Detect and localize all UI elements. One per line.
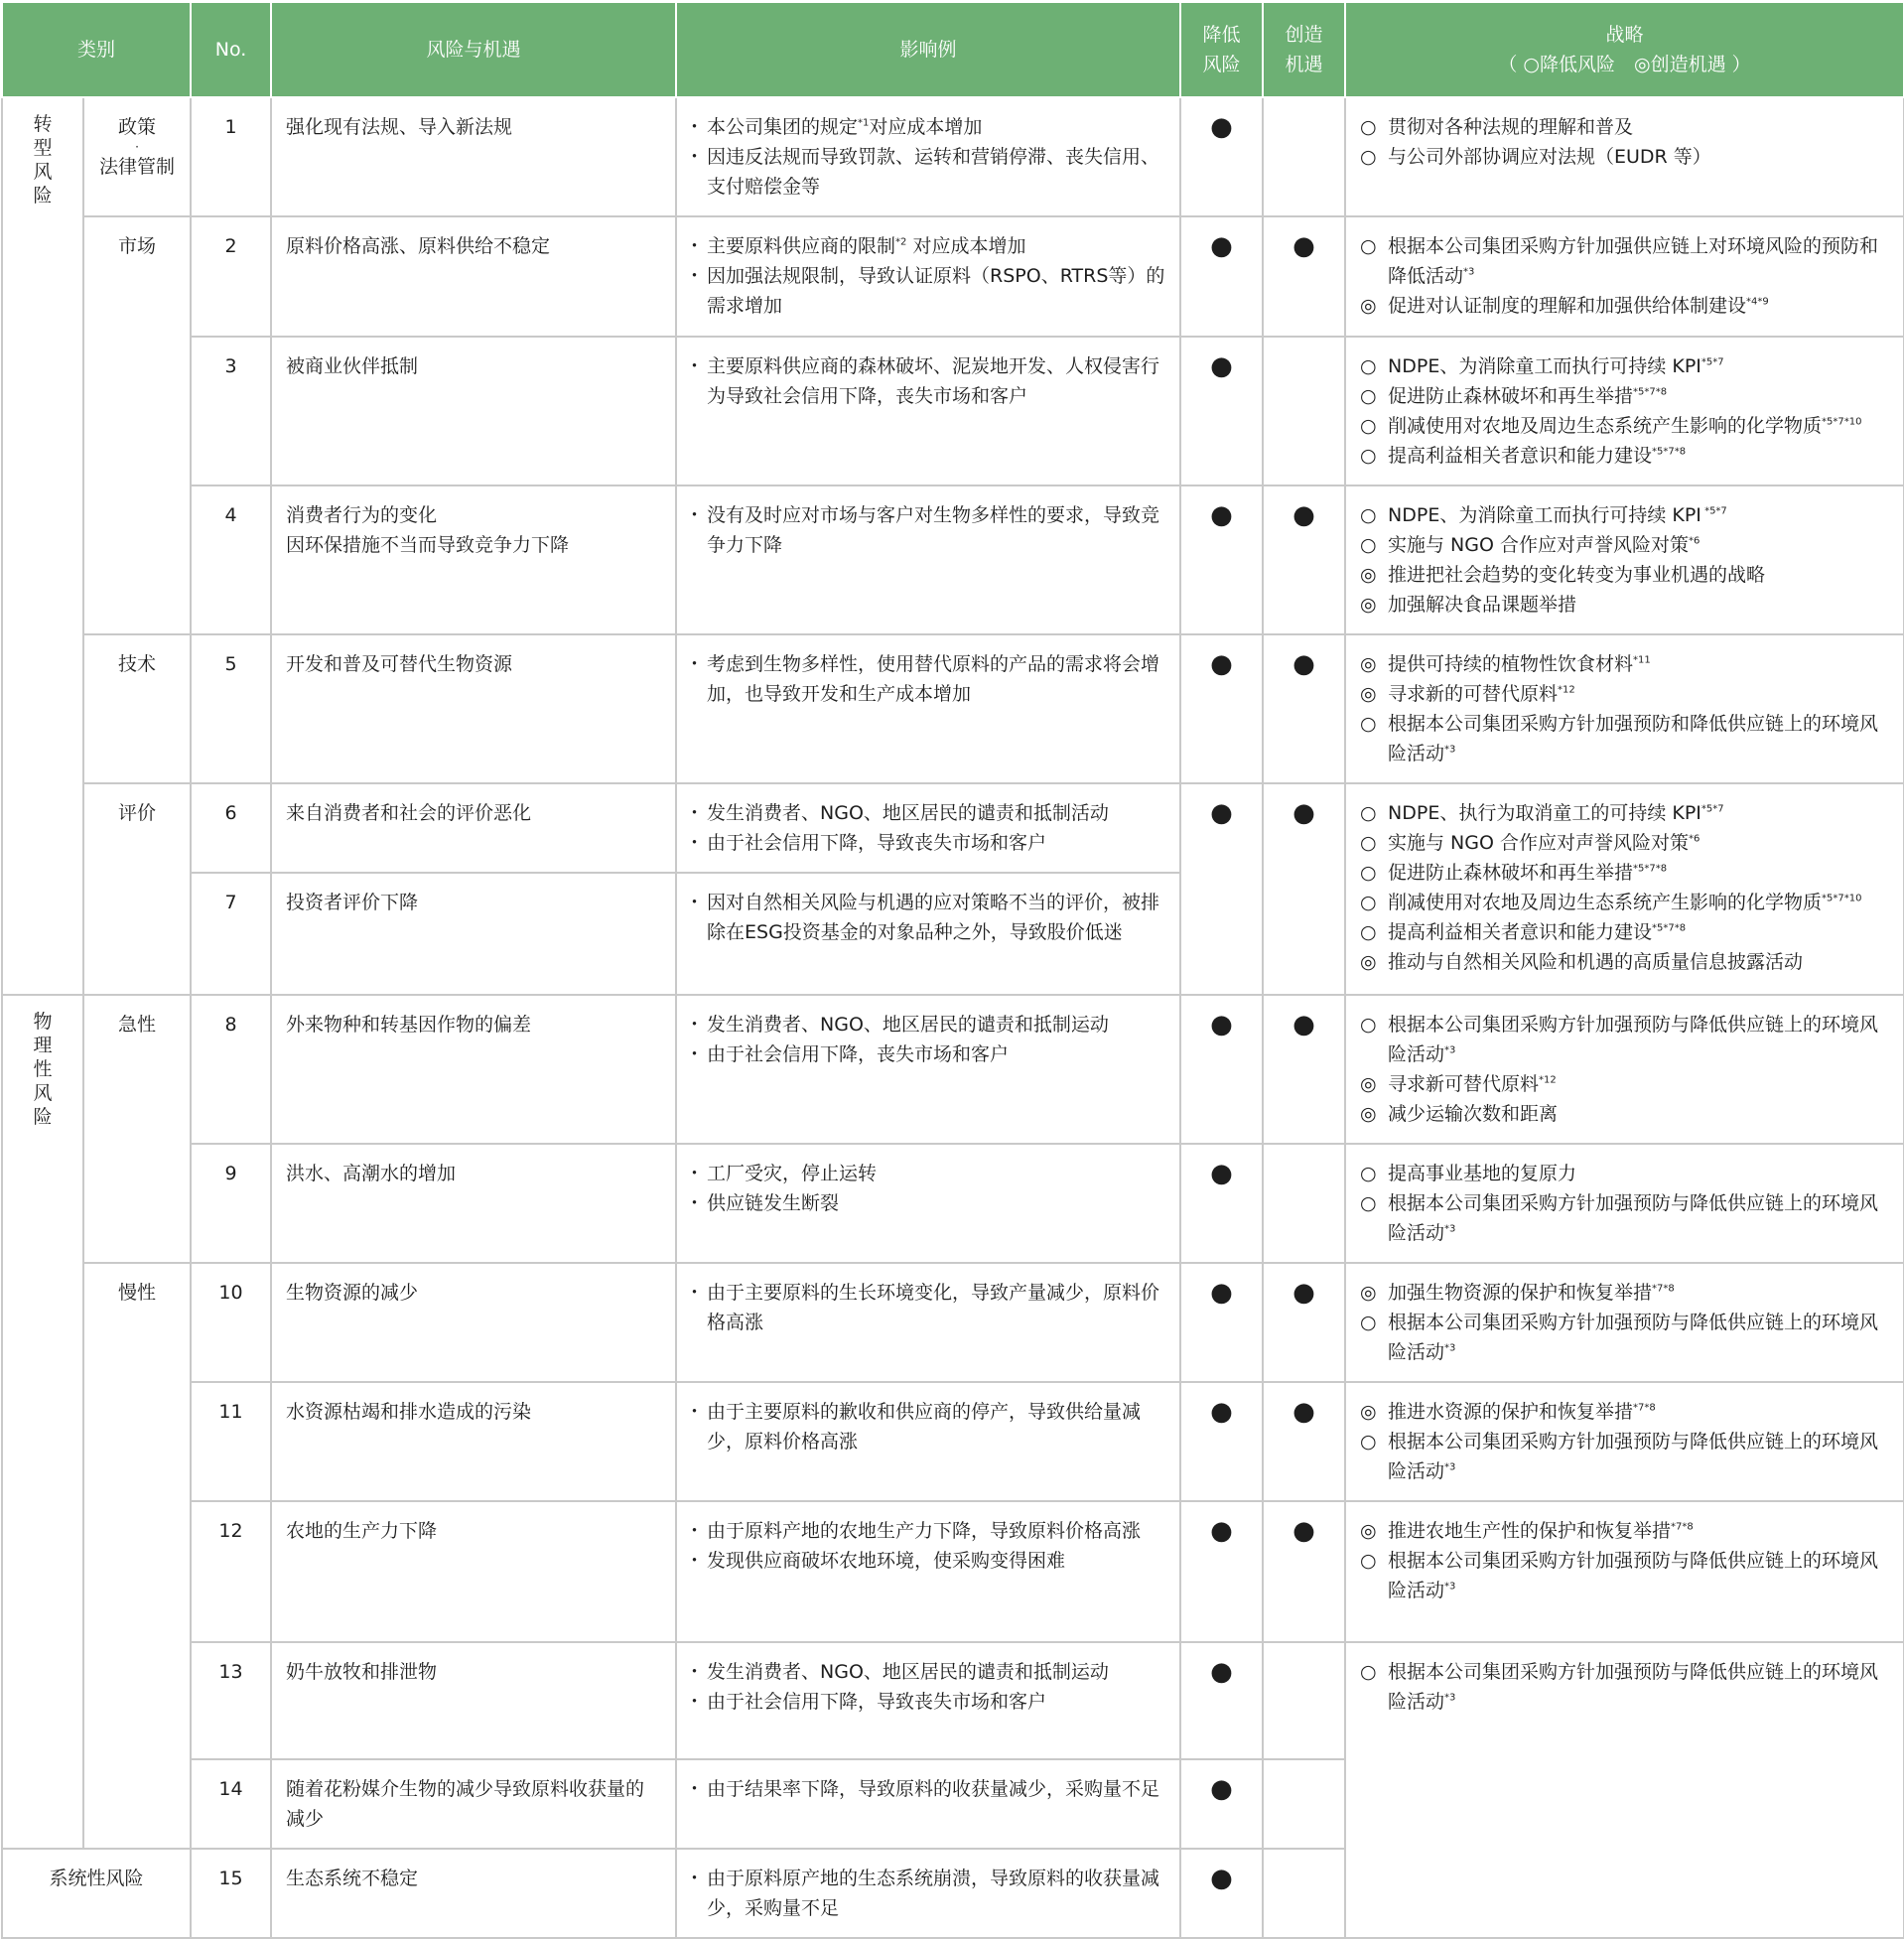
header-no: No. [191,2,271,97]
category-physical: 物理性风险 [2,995,83,1849]
reduce-dot: ● [1180,337,1263,485]
reduce-dot: ● [1180,783,1263,995]
risk-text: 奶牛放牧和排泄物 [271,1642,676,1759]
impact-cell [676,1642,1180,1759]
risk-text: 来自消费者和社会的评价恶化 [271,783,676,873]
strategy-cell [1345,97,1904,216]
strategy-cell [1345,337,1904,485]
risk-text: 生物资源的减少 [271,1263,676,1382]
row-number: 5 [191,634,271,783]
create-dot: ● [1263,995,1345,1144]
subcategory-acute: 急性 [83,995,191,1263]
impact-item: ・ 由于社会信用下降，导致丧失市场和客户 [691,828,1165,858]
risk-text: 外来物种和转基因作物的偏差 [271,995,676,1144]
impact-item: ・ 工厂受灾，停止运转 [691,1159,1165,1188]
strategy-item: ◎ 寻求新可替代原料$^{*12}$ [1360,1073,1557,1095]
strategy-item: ◎ 促进对认证制度的理解和加强供给体制建设$^{*4*9}$ [1360,295,1769,317]
impact-item: ・ 主要原料供应商的森林破坏、泥炭地开发、人权侵害行为导致社会信用下降，丧失市场和客户 [691,351,1165,411]
impact-item: ・ 由于原料产地的农地生产力下降，导致原料价格高涨 [691,1516,1165,1546]
table-row [2,337,1904,485]
row-number: 3 [191,337,271,485]
row-number: 12 [191,1501,271,1642]
strategy-cell [1345,1263,1904,1382]
header-reduce-label: 降低 风险 [1202,24,1241,75]
strategy-item: ◎ 推进农地生产性的保护和恢复举措$^{*7*8}$ [1360,1520,1694,1542]
strategy-item: ◎ 提供可持续的植物性饮食材料$^{*11}$ [1360,653,1651,675]
create-dot: ● [1263,634,1345,783]
create-dot-empty [1263,1642,1345,1759]
category-systemic: 系统性风险 [2,1849,191,1938]
header-row [2,2,1904,97]
create-dot-empty [1263,1759,1345,1849]
reduce-dot: ● [1180,995,1263,1144]
risk-text: 随着花粉媒介生物的减少导致原料收获量的减少 [271,1759,676,1849]
risk-text: 开发和普及可替代生物资源 [271,634,676,783]
strategy-item: ○ NDPE、为消除童工而执行可持续 KPI $^{*5*7}$ [1360,504,1727,526]
table-row [2,783,1904,873]
risk-opportunity-table [1,1,1904,1939]
strategy-cell [1345,1501,1904,1642]
subcategory-chronic: 慢性 [83,1263,191,1849]
strategy-item: ◎ 寻求新的可替代原料$^{*12}$ [1360,683,1575,705]
risk-text: 强化现有法规、导入新法规 [271,97,676,216]
impact-cell [676,1382,1180,1501]
risk-text: 消费者行为的变化 因环保措施不当而导致竞争力下降 [271,485,676,634]
reduce-dot: ● [1180,1263,1263,1382]
impact-item: ・ 没有及时应对市场与客户对生物多样性的要求，导致竞争力下降 [691,500,1165,560]
reduce-dot: ● [1180,1759,1263,1849]
table-row [2,216,1904,337]
strategy-cell [1345,1642,1904,1938]
strategy-item: ◎ 推进水资源的保护和恢复举措$^{*7*8}$ [1360,1401,1656,1423]
header-create-label: 创造 机遇 [1285,24,1323,75]
strategy-item: ○ 削减使用对农地及周边生态系统产生影响的化学物质$^{*5*7*10}$ [1360,415,1862,437]
impact-item: ・ 发生消费者、NGO、地区居民的谴责和抵制运动 [691,1657,1165,1687]
table-row [2,634,1904,783]
impact-item: ・ 主要原料供应商的限制$^{*2}$ 对应成本增加 [691,231,1165,261]
strategy-item: ○ 促进防止森林破坏和再生举措$^{*5*7*8}$ [1360,385,1668,407]
impact-item: ・ 由于主要原料的生长环境变化，导致产量减少，原料价格高涨 [691,1278,1165,1337]
impact-item: ・ 本公司集团的规定$^{*1}$对应成本增加 [691,112,1165,142]
impact-cell [676,485,1180,634]
header-impact: 影响例 [676,2,1180,97]
create-dot: ● [1263,1501,1345,1642]
row-number: 8 [191,995,271,1144]
subcategory-policy: 政策 · 法律管制 [83,97,191,216]
subcategory-reputation: 评价 [83,783,191,995]
create-dot: ● [1263,1263,1345,1382]
create-dot: ● [1263,783,1345,995]
strategy-item: ◎ 减少运输次数和距离 [1360,1103,1559,1125]
impact-item: ・ 由于社会信用下降，导致丧失市场和客户 [691,1687,1165,1717]
reduce-dot: ● [1180,485,1263,634]
header-strategy-legend: （ ○降低风险 ◎创造机遇 ） [1498,54,1751,75]
strategy-item: ○ 根据本公司集团采购方针加强预防与降低供应链上的环境风险活动$^{*3}$ [1360,1192,1879,1244]
risk-text: 投资者评价下降 [271,873,676,995]
strategy-item: ◎ 加强生物资源的保护和恢复举措$^{*7*8}$ [1360,1282,1675,1304]
strategy-item: ○ 提高事业基地的复原力 [1360,1163,1577,1184]
impact-item: ・ 由于主要原料的歉收和供应商的停产，导致供给量减少，原料价格高涨 [691,1397,1165,1456]
strategy-item: ○ 提高利益相关者意识和能力建设$^{*5*7*8}$ [1360,445,1687,467]
impact-cell [676,783,1180,873]
header-strategy-title: 战略 [1605,24,1644,46]
reduce-dot: ● [1180,1144,1263,1263]
strategy-cell [1345,1144,1904,1263]
row-number: 10 [191,1263,271,1382]
table-row [2,97,1904,216]
impact-cell [676,634,1180,783]
impact-cell [676,216,1180,337]
row-number: 6 [191,783,271,873]
impact-cell [676,97,1180,216]
header-reduce [1180,2,1263,97]
strategy-item: ○ 根据本公司集团采购方针加强预防和降低供应链上的环境风险活动$^{*3}$ [1360,713,1879,764]
header-strategy [1345,2,1904,97]
impact-item: ・ 因对自然相关风险与机遇的应对策略不当的评价，被排除在ESG投资基金的对象品种之外，导致股价低迷 [691,888,1165,947]
strategy-item: ◎ 推进把社会趋势的变化转变为事业机遇的战略 [1360,564,1766,586]
reduce-dot: ● [1180,216,1263,337]
impact-cell [676,873,1180,995]
row-number: 9 [191,1144,271,1263]
reduce-dot: ● [1180,97,1263,216]
impact-item: ・ 因违反法规而导致罚款、运转和营销停滞、丧失信用、支付赔偿金等 [691,142,1165,202]
strategy-item: ○ 促进防止森林破坏和再生举措$^{*5*7*8}$ [1360,862,1668,884]
row-number: 13 [191,1642,271,1759]
impact-item: ・ 由于结果率下降，导致原料的收获量减少，采购量不足 [691,1774,1165,1804]
strategy-item: ○ NDPE、执行为取消童工的可持续 $KPI^{*5*7}$ [1360,802,1724,824]
table-row [2,1144,1904,1263]
impact-cell [676,337,1180,485]
risk-text: 被商业伙伴抵制 [271,337,676,485]
strategy-item: ○ 根据本公司集团采购方针加强预防与降低供应链上的环境风险活动$^{*3}$ [1360,1431,1879,1482]
impact-item: ・ 发生消费者、NGO、地区居民的谴责和抵制活动 [691,798,1165,828]
strategy-item: ○ 削减使用对农地及周边生态系统产生影响的化学物质$^{*5*7*10}$ [1360,892,1862,913]
reduce-dot: ● [1180,1501,1263,1642]
strategy-cell [1345,634,1904,783]
row-number: 14 [191,1759,271,1849]
risk-text: 农地的生产力下降 [271,1501,676,1642]
strategy-cell [1345,1382,1904,1501]
table-row [2,995,1904,1144]
impact-cell [676,995,1180,1144]
impact-item: ・ 因加强法规限制，导致认证原料（RSPO、RTRS等）的需求增加 [691,261,1165,321]
impact-cell [676,1501,1180,1642]
strategy-cell [1345,216,1904,337]
table-row [2,1263,1904,1382]
impact-item: ・ 由于社会信用下降，丧失市场和客户 [691,1039,1165,1069]
strategy-item: ○ 根据本公司集团采购方针加强预防与降低供应链上的环境风险活动$^{*3}$ [1360,1661,1879,1713]
strategy-item: ○ NDPE、为消除童工而执行可持续 $KPI^{*5*7}$ [1360,355,1724,377]
create-dot: ● [1263,485,1345,634]
strategy-item: ○ 根据本公司集团采购方针加强供应链上对环境风险的预防和降低活动$^{*3}$ [1360,235,1879,287]
risk-text: 原料价格高涨、原料供给不稳定 [271,216,676,337]
strategy-item: ○ 与公司外部协调应对法规（EUDR 等） [1360,146,1711,168]
create-dot-empty [1263,1849,1345,1938]
table-row [2,485,1904,634]
impact-cell [676,1144,1180,1263]
header-risk: 风险与机遇 [271,2,676,97]
strategy-item: ◎ 加强解决食品课题举措 [1360,594,1577,616]
table-row [2,1382,1904,1501]
create-dot: ● [1263,216,1345,337]
subcategory-technology: 技术 [83,634,191,783]
strategy-item: ○ 根据本公司集团采购方针加强预防与降低供应链上的环境风险活动$^{*3}$ [1360,1014,1879,1065]
create-dot-empty [1263,97,1345,216]
impact-item: ・ 供应链发生断裂 [691,1188,1165,1218]
impact-item: ・ 由于原料原产地的生态系统崩溃，导致原料的收获量减少，采购量不足 [691,1864,1165,1923]
impact-cell [676,1849,1180,1938]
impact-item: ・ 发生消费者、NGO、地区居民的谴责和抵制运动 [691,1010,1165,1039]
risk-text: 水资源枯竭和排水造成的污染 [271,1382,676,1501]
impact-cell [676,1759,1180,1849]
header-create [1263,2,1345,97]
create-dot-empty [1263,337,1345,485]
strategy-cell [1345,783,1904,995]
reduce-dot: ● [1180,1382,1263,1501]
row-number: 1 [191,97,271,216]
strategy-item: ○ 提高利益相关者意识和能力建设$^{*5*7*8}$ [1360,921,1687,943]
strategy-item: ○ 根据本公司集团采购方针加强预防与降低供应链上的环境风险活动$^{*3}$ [1360,1550,1879,1601]
row-number: 2 [191,216,271,337]
create-dot-empty [1263,1144,1345,1263]
impact-item: ・ 发现供应商破坏农地环境，使采购变得困难 [691,1546,1165,1576]
strategy-cell [1345,485,1904,634]
category-transition: 转型风险 [2,97,83,995]
strategy-item: ○ 贯彻对各种法规的理解和普及 [1360,116,1634,138]
risk-text: 生态系统不稳定 [271,1849,676,1938]
table-row [2,1501,1904,1642]
table-row [2,1642,1904,1759]
strategy-item: ○ 实施与 NGO 合作应对声誉风险对策$^{*6}$ [1360,534,1700,556]
reduce-dot: ● [1180,1642,1263,1759]
row-number: 4 [191,485,271,634]
row-number: 7 [191,873,271,995]
row-number: 15 [191,1849,271,1938]
strategy-item: ○ 根据本公司集团采购方针加强预防与降低供应链上的环境风险活动$^{*3}$ [1360,1312,1879,1363]
risk-text: 洪水、高潮水的增加 [271,1144,676,1263]
impact-cell [676,1263,1180,1382]
create-dot: ● [1263,1382,1345,1501]
header-category: 类别 [2,2,191,97]
reduce-dot: ● [1180,634,1263,783]
strategy-item: ◎ 推动与自然相关风险和机遇的高质量信息披露活动 [1360,951,1804,973]
impact-item: ・ 考虑到生物多样性，使用替代原料的产品的需求将会增加，也导致开发和生产成本增加 [691,649,1165,709]
row-number: 11 [191,1382,271,1501]
strategy-item: ○ 实施与 NGO 合作应对声誉风险对策$^{*6}$ [1360,832,1700,854]
strategy-cell [1345,995,1904,1144]
reduce-dot: ● [1180,1849,1263,1938]
subcategory-market: 市场 [83,216,191,634]
